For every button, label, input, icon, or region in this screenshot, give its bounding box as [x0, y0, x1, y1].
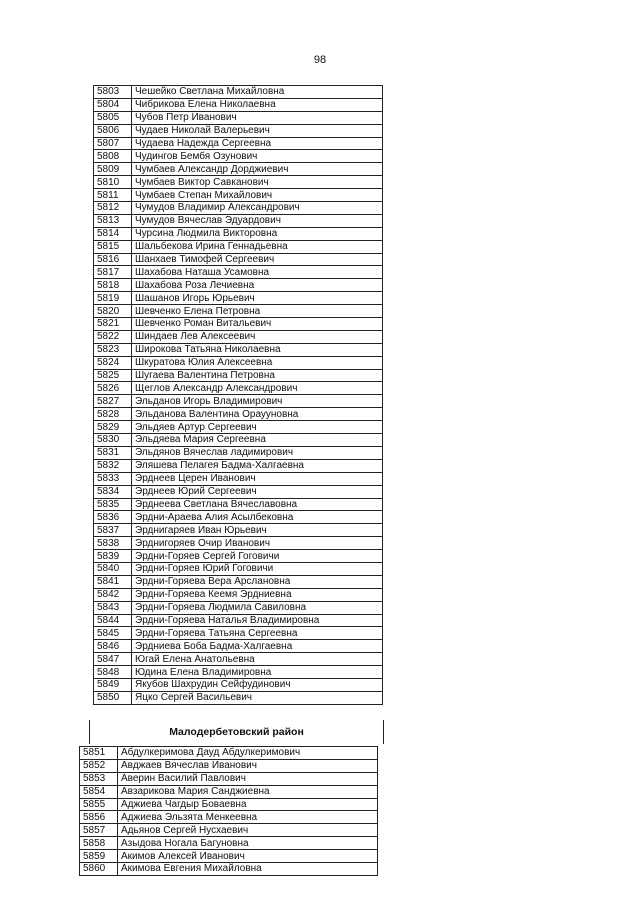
person-name: Аверин Василий Павлович: [118, 772, 378, 785]
table-row: [94, 111, 383, 124]
table-row: [94, 137, 383, 150]
person-name: Эльдяева Мария Сергеевна: [132, 434, 383, 447]
table-row: [94, 176, 383, 189]
table-row: [94, 356, 383, 369]
person-name: Эляшева Пелагея Бадма-Халгаевна: [132, 459, 383, 472]
person-name: Шкуратова Юлия Алексеевна: [132, 356, 383, 369]
person-name: Шугаева Валентина Петровна: [132, 369, 383, 382]
person-name: Эрдни-Горяева Татьяна Сергеевна: [132, 627, 383, 640]
person-name: Шевченко Роман Витальевич: [132, 318, 383, 331]
table-row: [94, 446, 383, 459]
row-number: 5854: [80, 785, 118, 798]
row-number: 5826: [94, 382, 132, 395]
row-number: 5835: [94, 498, 132, 511]
table-row: [80, 824, 378, 837]
table-row: [94, 86, 383, 99]
person-name: Шиндаев Лев Алексеевич: [132, 330, 383, 343]
person-name: Шевченко Елена Петровна: [132, 305, 383, 318]
row-number: 5811: [94, 189, 132, 202]
person-name: Шашанов Игорь Юрьевич: [132, 292, 383, 305]
person-name: Эрдни-Горяева Вера Арслановна: [132, 575, 383, 588]
table-row: [94, 562, 383, 575]
table-row: [94, 459, 383, 472]
person-name: Авзарикова Мария Санджиевна: [118, 785, 378, 798]
table-row: [80, 772, 378, 785]
table-row: [94, 408, 383, 421]
table-row: [94, 330, 383, 343]
row-number: 5846: [94, 640, 132, 653]
table-row: [94, 537, 383, 550]
row-number: 5824: [94, 356, 132, 369]
person-name: Аджиева Эльзята Менкеевна: [118, 811, 378, 824]
person-name: Адьянов Сергей Нусхаевич: [118, 824, 378, 837]
table-row: [80, 811, 378, 824]
table-row: [94, 524, 383, 537]
table-row: [94, 575, 383, 588]
person-name: Чурсина Людмила Викторовна: [132, 227, 383, 240]
row-number: 5859: [80, 850, 118, 863]
row-number: 5809: [94, 163, 132, 176]
person-name: Эрдни-Горяева Кеемя Эрдниевна: [132, 588, 383, 601]
row-number: 5836: [94, 511, 132, 524]
table-row: [94, 189, 383, 202]
row-number: 5815: [94, 240, 132, 253]
row-number: 5832: [94, 459, 132, 472]
row-number: 5816: [94, 253, 132, 266]
table-row: [94, 691, 383, 704]
row-number: 5844: [94, 614, 132, 627]
person-name: Чудаев Николай Валерьевич: [132, 124, 383, 137]
person-name: Якубов Шахрудин Сейфудинович: [132, 678, 383, 691]
table-row: [94, 614, 383, 627]
page-number: 98: [313, 54, 327, 66]
person-name: Чумудов Вячеслав Эдуардович: [132, 214, 383, 227]
table-row: [94, 395, 383, 408]
row-number: 5852: [80, 759, 118, 772]
person-name: Чудаева Надежда Сергеевна: [132, 137, 383, 150]
row-number: 5847: [94, 653, 132, 666]
row-number: 5813: [94, 214, 132, 227]
row-number: 5803: [94, 86, 132, 99]
table-row: [94, 421, 383, 434]
row-number: 5833: [94, 472, 132, 485]
person-name: Яцко Сергей Васильевич: [132, 691, 383, 704]
table-row: [80, 863, 378, 876]
row-number: 5805: [94, 111, 132, 124]
table-row: [94, 550, 383, 563]
row-number: 5812: [94, 202, 132, 215]
row-number: 5828: [94, 408, 132, 421]
person-name: Азыдова Ногала Багуновна: [118, 837, 378, 850]
row-number: 5839: [94, 550, 132, 563]
table-row: [94, 369, 383, 382]
row-number: 5817: [94, 266, 132, 279]
row-number: 5841: [94, 575, 132, 588]
row-number: 5819: [94, 292, 132, 305]
row-number: 5822: [94, 330, 132, 343]
table-row: [94, 434, 383, 447]
row-number: 5831: [94, 446, 132, 459]
table-row: [80, 785, 378, 798]
table-row: [94, 202, 383, 215]
person-name: Эрдни-Горяев Юрий Гоговичи: [132, 562, 383, 575]
table-row: [94, 240, 383, 253]
person-name: Югай Елена Анатольевна: [132, 653, 383, 666]
person-name: Эльдянов Вячеслав ладимирович: [132, 446, 383, 459]
table-row: [94, 511, 383, 524]
person-name: Эльдяев Артур Сергеевич: [132, 421, 383, 434]
row-number: 5814: [94, 227, 132, 240]
table-row: [94, 318, 383, 331]
row-number: 5807: [94, 137, 132, 150]
person-name: Юдина Елена Владимировна: [132, 666, 383, 679]
table-row: [94, 253, 383, 266]
row-number: 5849: [94, 678, 132, 691]
table-row: [94, 214, 383, 227]
person-name: Эрдни-Горяева Наталья Владимировна: [132, 614, 383, 627]
person-name: Аджиева Чагдыр Боваевна: [118, 798, 378, 811]
row-number: 5843: [94, 601, 132, 614]
person-name: Эрдни-Горяева Людмила Савиловна: [132, 601, 383, 614]
person-name: Шахабова Наташа Усамовна: [132, 266, 383, 279]
row-number: 5823: [94, 343, 132, 356]
person-name: Чибрикова Елена Николаевна: [132, 98, 383, 111]
row-number: 5837: [94, 524, 132, 537]
row-number: 5855: [80, 798, 118, 811]
row-number: 5845: [94, 627, 132, 640]
row-number: 5851: [80, 747, 118, 760]
table-row: [94, 163, 383, 176]
table-row: [94, 485, 383, 498]
row-number: 5853: [80, 772, 118, 785]
person-name: Широкова Татьяна Николаевна: [132, 343, 383, 356]
table-row: [80, 850, 378, 863]
row-number: 5810: [94, 176, 132, 189]
row-number: 5808: [94, 150, 132, 163]
row-number: 5860: [80, 863, 118, 876]
person-name: Чубов Петр Иванович: [132, 111, 383, 124]
row-number: 5857: [80, 824, 118, 837]
person-name: Чешейко Светлана Михайловна: [132, 86, 383, 99]
table-row: [94, 640, 383, 653]
table-row: [94, 292, 383, 305]
register-table-1: [93, 85, 383, 705]
table-row: [94, 279, 383, 292]
person-name: Эрднигаряев Иван Юрьевич: [132, 524, 383, 537]
person-name: Эрдни-Горяев Сергей Гоговичи: [132, 550, 383, 563]
person-name: Чумбаев Александр Дорджиевич: [132, 163, 383, 176]
row-number: 5842: [94, 588, 132, 601]
person-name: Шальбекова Ирина Геннадьевна: [132, 240, 383, 253]
table-row: [94, 653, 383, 666]
table-row: [94, 472, 383, 485]
row-number: 5834: [94, 485, 132, 498]
person-name: Эльданова Валентина Ораууновна: [132, 408, 383, 421]
row-number: 5806: [94, 124, 132, 137]
row-number: 5818: [94, 279, 132, 292]
person-name: Акимов Алексей Иванович: [118, 850, 378, 863]
row-number: 5804: [94, 98, 132, 111]
row-number: 5829: [94, 421, 132, 434]
table-row: [80, 837, 378, 850]
register-table-2: [79, 746, 378, 876]
row-number: 5838: [94, 537, 132, 550]
table-row: [94, 678, 383, 691]
person-name: Авджаев Вячеслав Иванович: [118, 759, 378, 772]
table-row: [94, 98, 383, 111]
row-number: 5840: [94, 562, 132, 575]
person-name: Чумудов Владимир Александрович: [132, 202, 383, 215]
row-number: 5856: [80, 811, 118, 824]
table-row: [94, 627, 383, 640]
person-name: Щеглов Александр Александрович: [132, 382, 383, 395]
person-name: Эрдниева Боба Бадма-Халгаевна: [132, 640, 383, 653]
row-number: 5830: [94, 434, 132, 447]
table-row: [80, 759, 378, 772]
person-name: Шахабова Роза Лечиевна: [132, 279, 383, 292]
table-row: [94, 343, 383, 356]
table-row: [94, 227, 383, 240]
row-number: 5825: [94, 369, 132, 382]
table-row: [80, 798, 378, 811]
person-name: Эрднигоряев Очир Иванович: [132, 537, 383, 550]
person-name: Шанхаев Тимофей Сергеевич: [132, 253, 383, 266]
person-name: Чумбаев Виктор Савканович: [132, 176, 383, 189]
district-title: Малодербетовский район: [169, 726, 304, 738]
table-row: [94, 601, 383, 614]
person-name: Чумбаев Степан Михайлович: [132, 189, 383, 202]
table-row: [94, 382, 383, 395]
person-name: Эрднеева Светлана Вячеславовна: [132, 498, 383, 511]
person-name: Эрдни-Араева Алия Асылбековна: [132, 511, 383, 524]
person-name: Эрднеев Церен Иванович: [132, 472, 383, 485]
district-header: [89, 720, 384, 744]
row-number: 5820: [94, 305, 132, 318]
person-name: Эльданов Игорь Владимирович: [132, 395, 383, 408]
person-name: Абдулкеримова Дауд Абдулкеримович: [118, 747, 378, 760]
table-row: [94, 124, 383, 137]
row-number: 5827: [94, 395, 132, 408]
table-row: [94, 305, 383, 318]
person-name: Чудингов Бембя Озунович: [132, 150, 383, 163]
row-number: 5858: [80, 837, 118, 850]
table-row: [94, 498, 383, 511]
person-name: Акимова Евгения Михайловна: [118, 863, 378, 876]
row-number: 5850: [94, 691, 132, 704]
table-row: [94, 588, 383, 601]
row-number: 5848: [94, 666, 132, 679]
table-row: [80, 747, 378, 760]
table-row: [94, 666, 383, 679]
table-row: [94, 266, 383, 279]
person-name: Эрднеев Юрий Сергеевич: [132, 485, 383, 498]
row-number: 5821: [94, 318, 132, 331]
table-row: [94, 150, 383, 163]
